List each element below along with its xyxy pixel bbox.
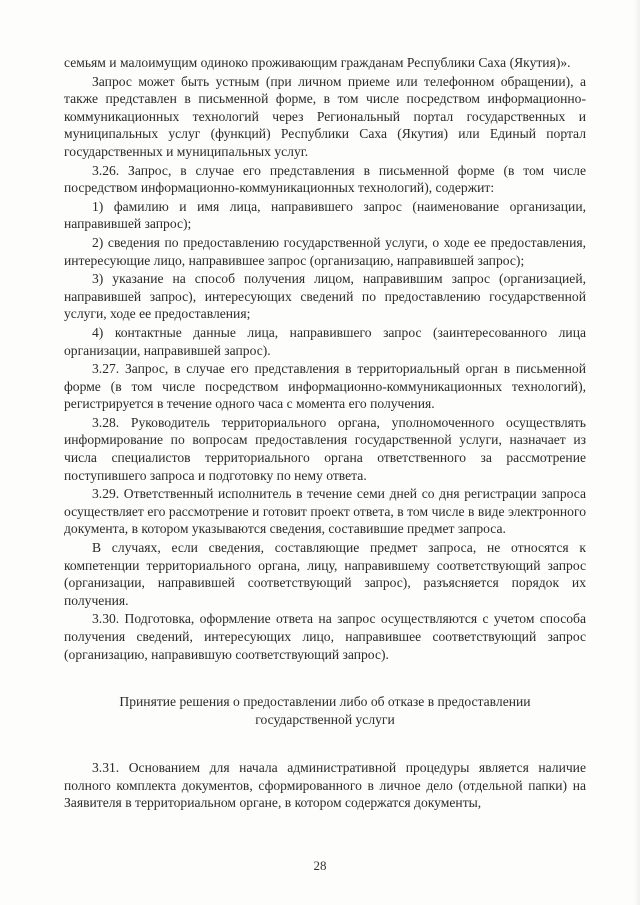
paragraph: 3.29. Ответственный исполнитель в течение семи дней со дня регистрации запроса осуществляет его рассмотрение и готовит проект ответа, в том числе в виде электронного документа, в котором указываются сведения, составившие предмет запроса. (64, 486, 586, 537)
paragraph: Запрос может быть устным (при личном приеме или телефонном обращении), а также представлен в письменной форме, в том числе посредством информационно-коммуникационных технологий через Региональный портал государственных и муниципальных услуг (функций) Республики Саха (Якутия) или Единый портал государственных и муниципальных услуг. (64, 73, 586, 159)
paragraph: В случаях, если сведения, составляющие предмет запроса, не относятся к компетенции территориального органа, лицу, направившему соответствующий запрос (организации, направившей соответствующий запрос), разъясняется порядок их получения. (64, 540, 586, 608)
section-heading (64, 693, 586, 729)
page-number: 28 (313, 858, 327, 873)
paragraph: семьям и малоимущим одиноко проживающим гражданам Республики Саха (Якутия)». (64, 55, 571, 70)
section-heading-line: Принятие решения о предоставлении либо об отказе в предоставлении (119, 694, 531, 710)
list-item: 2) сведения по предоставлению государственной услуги, о ходе ее предоставления, интересующие лицо, направившее запрос (организацию, направившей запрос); (64, 234, 586, 268)
page-edge (634, 0, 640, 905)
paragraph: 3.26. Запрос, в случае его представления в письменной форме (в том числе посредством информационно-коммуникационных технологий), содержит: (64, 162, 586, 196)
paragraph: 3.30. Подготовка, оформление ответа на запрос осуществляются с учетом способа получения сведений, интересующих лицо, направившее соответствующий запрос (организацию, направившую соответствующий запрос). (64, 611, 586, 662)
list-item: 4) контактные данные лица, направившего запрос (заинтересованного лица организации, направившей запрос). (64, 324, 586, 358)
list-item: 1) фамилию и имя лица, направившего запрос (наименование организации, направившей запрос); (64, 198, 586, 232)
paragraph: 3.31. Основанием для начала административной процедуры является наличие полного комплекта документов, сформированного в личное дело (отдельной папки) на Заявителя в территориальном органе, в котором содержатся документы, (64, 760, 586, 811)
document-body (64, 54, 586, 813)
section-heading-line: государственной услуги (255, 712, 395, 728)
list-item: 3) указание на способ получения лицом, направившим запрос (организацией, направившей запрос), интересующих сведений по предоставлению государственной услуги, ходе ее предоставления; (64, 271, 586, 322)
paragraph: 3.28. Руководитель территориального органа, уполномоченного осуществлять информирование по вопросам предоставления государственной услуги, назначает из числа специалистов территориального органа ответственного за рассмотрение поступившего запроса и подготовку по нему ответа. (64, 414, 586, 483)
paragraph: 3.27. Запрос, в случае его представления в территориальный орган в письменной форме (в том числе посредством информационно-коммуникационных технологий), регистрируется в течение одного часа с момента его получения. (64, 361, 586, 412)
